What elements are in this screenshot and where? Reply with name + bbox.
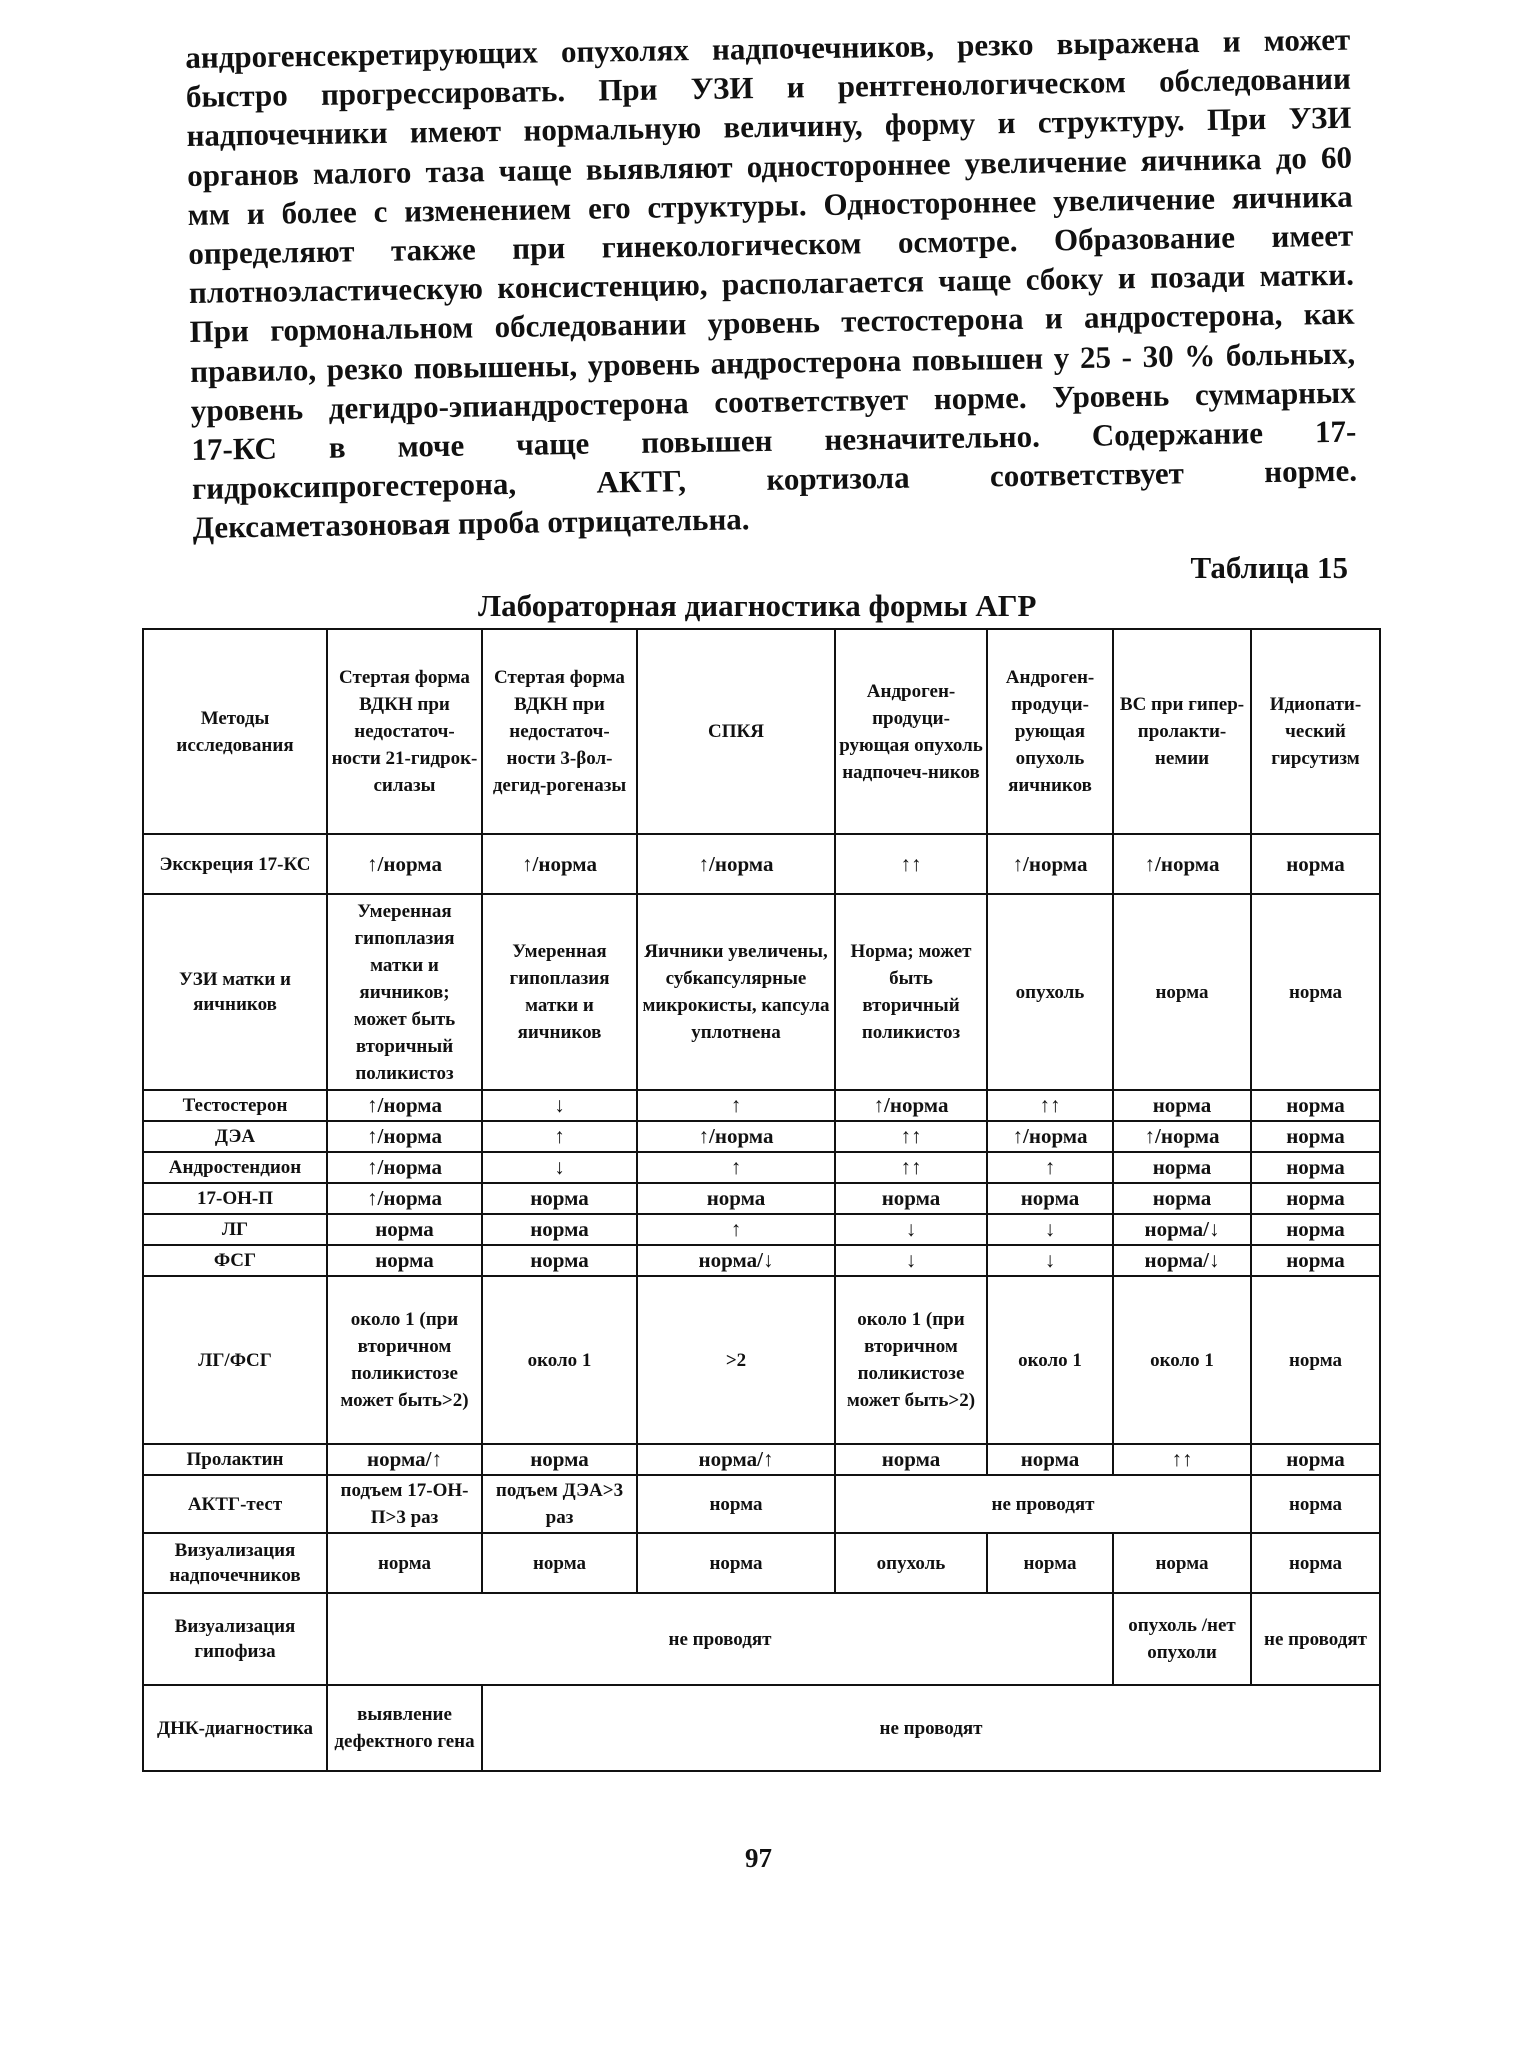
table-cell: норма (987, 1444, 1113, 1475)
column-header: Методы исследования (143, 629, 327, 834)
row-label: ЛГ (143, 1214, 327, 1245)
table-cell: Умеренная гипоплазия матки и яичников (482, 894, 637, 1090)
text-line: андрогенсекретирующих опухолях надпочечников, резко выражена и может (185, 21, 1351, 75)
table-cell: норма (1251, 1245, 1380, 1276)
text-line: правило, резко повышены, уровень андростерона повышен у 25 - 30 % больных, (189, 335, 1356, 389)
text-line: быстро прогрессировать. При УЗИ и рентгенологическом обследовании (185, 60, 1352, 115)
table-cell: ↓ (987, 1245, 1113, 1276)
table-cell: ↑ (637, 1214, 835, 1245)
table-cell: ↑ (482, 1121, 637, 1152)
table-cell: норма (1113, 1152, 1251, 1183)
table-cell: норма (1251, 1152, 1380, 1183)
table-row (143, 1685, 1380, 1771)
table-cell: не проводят (835, 1475, 1251, 1533)
table-cell: ↑ (987, 1152, 1113, 1183)
table-cell: опухоль /нет опухоли (1113, 1593, 1251, 1685)
row-label: АКТГ-тест (143, 1475, 327, 1533)
table-cell: ↓ (482, 1090, 637, 1121)
table-cell: норма (1251, 1444, 1380, 1475)
table-cell: ↓ (835, 1245, 987, 1276)
table-cell: около 1 (1113, 1276, 1251, 1444)
table-cell: норма/↓ (1113, 1245, 1251, 1276)
table-cell: ↑/норма (987, 834, 1113, 894)
text-line: Дексаметазоновая проба отрицательна. (192, 501, 750, 546)
column-header: СПКЯ (637, 629, 835, 834)
table-row (143, 1152, 1380, 1183)
table-row (143, 1214, 1380, 1245)
row-label: Визуализация надпочечников (143, 1533, 327, 1593)
table-cell: норма (637, 1183, 835, 1214)
table-cell: норма (482, 1183, 637, 1214)
table-cell: норма (1113, 1183, 1251, 1214)
table-cell: норма (1113, 1533, 1251, 1593)
table-cell: около 1 (987, 1276, 1113, 1444)
table-cell: норма (482, 1214, 637, 1245)
table-cell: норма (637, 1475, 835, 1533)
row-label: Пролактин (143, 1444, 327, 1475)
table-cell: норма (482, 1245, 637, 1276)
text-line: При гормональном обследовании уровень тестостерона и андростерона, как (189, 295, 1355, 350)
table-cell: ↑↑ (1113, 1444, 1251, 1475)
table-cell: норма (1113, 894, 1251, 1090)
column-header: Андроген-продуци-рующая опухоль яичников (987, 629, 1113, 834)
table-cell: выявление дефектного гена (327, 1685, 482, 1771)
body-paragraph (185, 20, 1358, 548)
table-cell: около 1 (при вторичном поликистозе может быть>2) (327, 1276, 482, 1444)
table-cell: норма/↑ (637, 1444, 835, 1475)
table-row (143, 1090, 1380, 1121)
table-row (143, 1533, 1380, 1593)
table-cell: норма (1251, 1214, 1380, 1245)
table-cell: подъем ДЭА>3 раз (482, 1475, 637, 1533)
table-cell: ↑/норма (327, 1152, 482, 1183)
table-cell: опухоль (835, 1533, 987, 1593)
table-row (143, 1245, 1380, 1276)
table-row (143, 834, 1380, 894)
table-cell: ↑/норма (987, 1121, 1113, 1152)
table-cell: около 1 (при вторичном поликистозе может быть>2) (835, 1276, 987, 1444)
column-header: ВС при гипер-пролакти-немии (1113, 629, 1251, 834)
table-cell: норма (1251, 1475, 1380, 1533)
text-line: органов малого таза чаще выявляют одностороннее увеличение яичника до 60 (186, 139, 1353, 193)
table-cell: ↑↑ (835, 834, 987, 894)
table-row (143, 1593, 1380, 1685)
table-cell: ↓ (987, 1214, 1113, 1245)
text-line: надпочечники имеют нормальную величину, форму и структуру. При УЗИ (186, 100, 1352, 154)
table-cell: около 1 (482, 1276, 637, 1444)
row-label: Визуализация гипофиза (143, 1593, 327, 1685)
diagnostics-table (142, 628, 1381, 1772)
table-cell: норма (1251, 1533, 1380, 1593)
table-cell: Яичники увеличены, субкапсулярные микрокисты, капсула уплотнена (637, 894, 835, 1090)
page-number: 97 (745, 1843, 772, 1873)
row-label: УЗИ матки и яичников (143, 894, 327, 1090)
table-cell: ↑/норма (327, 1090, 482, 1121)
table-row (143, 1183, 1380, 1214)
table-row (143, 1475, 1380, 1533)
table-cell: ↑/норма (637, 1121, 835, 1152)
column-header: Стертая форма ВДКН при недостаточ-ности 3-βол-дегид-рогеназы (482, 629, 637, 834)
text-line: плотноэластическую консистенцию, располагается чаще сбоку и позади матки. (188, 256, 1355, 311)
row-label: ЛГ/ФСГ (143, 1276, 327, 1444)
table-cell: норма (1113, 1090, 1251, 1121)
row-label: ДЭА (143, 1121, 327, 1152)
row-label: ДНК-диагностика (143, 1685, 327, 1771)
table-cell: ↑↑ (835, 1121, 987, 1152)
table-cell: >2 (637, 1276, 835, 1444)
table-row (143, 1444, 1380, 1475)
text-line: определяют также при гинекологическом осмотре. Образование имеет (188, 217, 1354, 271)
table-cell: норма (987, 1533, 1113, 1593)
table-cell: ↑/норма (327, 1183, 482, 1214)
table-cell: не проводят (482, 1685, 1380, 1771)
table-cell: норма (987, 1183, 1113, 1214)
table-cell: не проводят (327, 1593, 1113, 1685)
table-cell: ↑↑ (987, 1090, 1113, 1121)
text-line: уровень дегидро-эпиандростерона соответствует норме. Уровень суммарных (190, 374, 1356, 428)
text-line: мм и более с изменением его структуры. Одностороннее увеличение яичника (187, 178, 1353, 232)
table-cell: ↓ (835, 1214, 987, 1245)
table-cell: норма (327, 1245, 482, 1276)
row-label: ФСГ (143, 1245, 327, 1276)
table-cell: Умеренная гипоплазия матки и яичников; может быть вторичный поликистоз (327, 894, 482, 1090)
table-cell: норма (1251, 834, 1380, 894)
table-cell: ↑/норма (1113, 1121, 1251, 1152)
table-cell: норма (1251, 894, 1380, 1090)
table-cell: норма (482, 1444, 637, 1475)
table-cell: норма/↑ (327, 1444, 482, 1475)
table-cell: норма (1251, 1183, 1380, 1214)
table-cell: ↑/норма (327, 1121, 482, 1152)
table-cell: не проводят (1251, 1593, 1380, 1685)
table-row (143, 1276, 1380, 1444)
table-cell: норма (1251, 1276, 1380, 1444)
table-cell: ↑ (637, 1090, 835, 1121)
table-cell: норма (835, 1183, 987, 1214)
table-cell: ↑ (637, 1152, 835, 1183)
table-cell: подъем 17-ОН-П>3 раз (327, 1475, 482, 1533)
column-header: Андроген-продуци-рующая опухоль надпочеч-ников (835, 629, 987, 834)
table-cell: опухоль (987, 894, 1113, 1090)
table-cell: норма (482, 1533, 637, 1593)
row-label: Андростендион (143, 1152, 327, 1183)
text-line: гидроксипрогестерона, АКТГ, кортизола соответствует норме. (191, 452, 1358, 507)
table-cell: ↑/норма (482, 834, 637, 894)
table-cell: норма (835, 1444, 987, 1475)
table-cell: норма/↓ (637, 1245, 835, 1276)
header-row (143, 629, 1380, 834)
table-cell: норма (327, 1214, 482, 1245)
table-cell: норма/↓ (1113, 1214, 1251, 1245)
table-title: Лабораторная диагностика формы АГР (478, 588, 1037, 623)
text-line: 17-КС в моче чаще повышен незначительно. Содержание 17- (191, 413, 1357, 467)
table-cell: норма (327, 1533, 482, 1593)
table-cell: ↑/норма (637, 834, 835, 894)
table-cell: Норма; может быть вторичный поликистоз (835, 894, 987, 1090)
table-cell: ↑↑ (835, 1152, 987, 1183)
table-label: Таблица 15 (1190, 550, 1348, 585)
column-header: Стертая форма ВДКН при недостаточ-ности 21-гидрок-силазы (327, 629, 482, 834)
column-header: Идиопати-ческий гирсутизм (1251, 629, 1380, 834)
table-row (143, 894, 1380, 1090)
table-cell: ↓ (482, 1152, 637, 1183)
table-cell: норма (637, 1533, 835, 1593)
table-cell: ↑/норма (1113, 834, 1251, 894)
row-label: Тестостерон (143, 1090, 327, 1121)
table-cell: ↑/норма (835, 1090, 987, 1121)
table-row (143, 1121, 1380, 1152)
row-label: 17-ОН-П (143, 1183, 327, 1214)
table-cell: норма (1251, 1090, 1380, 1121)
row-label: Экскреция 17-КС (143, 834, 327, 894)
table-cell: норма (1251, 1121, 1380, 1152)
table-cell: ↑/норма (327, 834, 482, 894)
